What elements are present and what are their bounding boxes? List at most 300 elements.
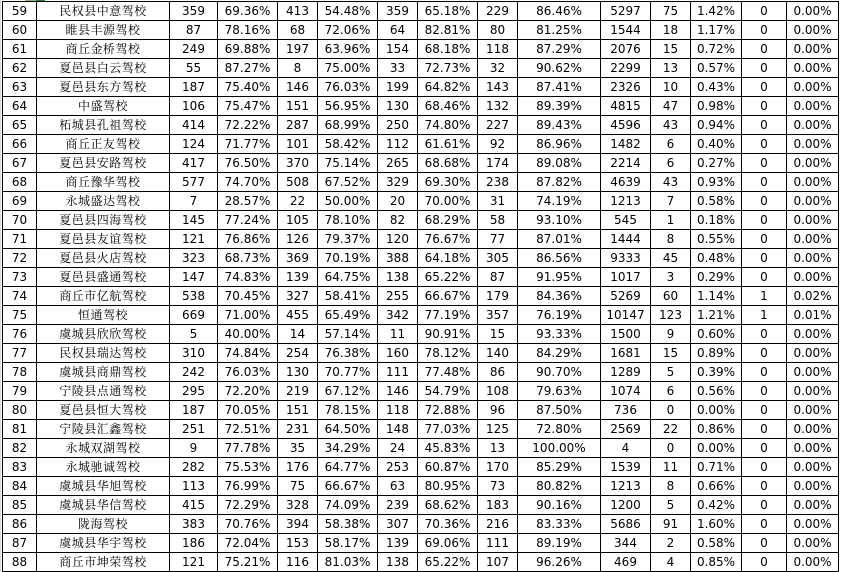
cell-value[interactable]: 86 [478,363,518,382]
cell-value[interactable]: 176 [278,458,318,477]
cell-school-name[interactable]: 夏邑县白云驾校 [37,59,170,78]
cell-value[interactable]: 9333 [601,249,651,268]
cell-value[interactable]: 0 [651,401,691,420]
cell-value[interactable]: 87 [478,268,518,287]
cell-value[interactable]: 72.20% [218,382,278,401]
cell-value[interactable]: 1539 [601,458,651,477]
cell-value[interactable]: 75.21% [218,553,278,572]
cell-value[interactable]: 66.67% [418,287,478,306]
cell-value[interactable]: 64 [378,21,418,40]
cell-value[interactable]: 75 [278,477,318,496]
cell-value[interactable]: 577 [170,173,218,192]
cell-value[interactable]: 91.95% [518,268,601,287]
cell-value[interactable]: 0.72% [691,40,742,59]
cell-value[interactable]: 0 [742,401,787,420]
row-header[interactable]: 78 [3,363,37,382]
row-header[interactable]: 82 [3,439,37,458]
cell-value[interactable]: 72.73% [418,59,478,78]
cell-value[interactable]: 2299 [601,59,651,78]
cell-value[interactable]: 357 [478,306,518,325]
cell-value[interactable]: 255 [378,287,418,306]
cell-value[interactable]: 79.37% [318,230,378,249]
cell-value[interactable]: 0.43% [691,78,742,97]
cell-value[interactable]: 146 [378,382,418,401]
cell-value[interactable]: 130 [278,363,318,382]
cell-value[interactable]: 70.45% [218,287,278,306]
cell-value[interactable]: 229 [478,2,518,21]
cell-value[interactable]: 72.04% [218,534,278,553]
cell-value[interactable]: 0.00% [787,363,839,382]
cell-value[interactable]: 0 [742,135,787,154]
cell-value[interactable]: 68.73% [218,249,278,268]
cell-value[interactable]: 69.88% [218,40,278,59]
cell-value[interactable]: 0.18% [691,211,742,230]
cell-value[interactable]: 87.82% [518,173,601,192]
cell-value[interactable]: 124 [170,135,218,154]
cell-value[interactable]: 0 [742,496,787,515]
cell-value[interactable]: 7 [651,192,691,211]
cell-value[interactable]: 153 [278,534,318,553]
cell-value[interactable]: 43 [651,116,691,135]
row-header[interactable]: 77 [3,344,37,363]
cell-school-name[interactable]: 夏邑县友谊驾校 [37,230,170,249]
cell-value[interactable]: 5686 [601,515,651,534]
cell-value[interactable]: 1 [742,287,787,306]
cell-value[interactable]: 0 [742,211,787,230]
cell-value[interactable]: 76.86% [218,230,278,249]
cell-value[interactable]: 107 [478,553,518,572]
cell-value[interactable]: 305 [478,249,518,268]
cell-value[interactable]: 125 [478,420,518,439]
cell-value[interactable]: 90.16% [518,496,601,515]
row-header[interactable]: 86 [3,515,37,534]
row-header[interactable]: 81 [3,420,37,439]
cell-value[interactable]: 65.22% [418,268,478,287]
cell-value[interactable]: 0.00% [691,401,742,420]
row-header[interactable]: 59 [3,2,37,21]
cell-value[interactable]: 113 [170,477,218,496]
cell-value[interactable]: 54.48% [318,2,378,21]
cell-value[interactable]: 74.84% [218,344,278,363]
cell-value[interactable]: 415 [170,496,218,515]
cell-value[interactable]: 199 [378,78,418,97]
cell-value[interactable]: 0 [742,230,787,249]
cell-school-name[interactable]: 柘城县孔祖驾校 [37,116,170,135]
cell-school-name[interactable]: 商丘金桥驾校 [37,40,170,59]
cell-value[interactable]: 295 [170,382,218,401]
cell-value[interactable]: 0 [742,553,787,572]
cell-value[interactable]: 0.94% [691,116,742,135]
row-header[interactable]: 62 [3,59,37,78]
cell-value[interactable]: 58.42% [318,135,378,154]
cell-school-name[interactable]: 商丘市坤荣驾校 [37,553,170,572]
cell-value[interactable]: 72.51% [218,420,278,439]
cell-value[interactable]: 90.62% [518,59,601,78]
cell-value[interactable]: 0 [742,439,787,458]
cell-value[interactable]: 90.91% [418,325,478,344]
cell-value[interactable]: 69.30% [418,173,478,192]
cell-value[interactable]: 254 [278,344,318,363]
cell-value[interactable]: 5297 [601,2,651,21]
cell-value[interactable]: 2214 [601,154,651,173]
cell-value[interactable]: 0 [742,192,787,211]
cell-value[interactable]: 69.06% [418,534,478,553]
cell-value[interactable]: 0.71% [691,458,742,477]
cell-value[interactable]: 0.00% [787,2,839,21]
cell-value[interactable]: 68.62% [418,496,478,515]
cell-value[interactable]: 4815 [601,97,651,116]
cell-value[interactable]: 70.36% [418,515,478,534]
cell-value[interactable]: 197 [278,40,318,59]
cell-value[interactable]: 60.87% [418,458,478,477]
cell-value[interactable]: 93.10% [518,211,601,230]
cell-value[interactable]: 13 [651,59,691,78]
cell-value[interactable]: 239 [378,496,418,515]
cell-value[interactable]: 1681 [601,344,651,363]
cell-value[interactable]: 1.42% [691,2,742,21]
cell-value[interactable]: 0.00% [787,97,839,116]
cell-value[interactable]: 151 [278,97,318,116]
cell-value[interactable]: 76.19% [518,306,601,325]
cell-value[interactable]: 78.16% [218,21,278,40]
cell-value[interactable]: 77.48% [418,363,478,382]
cell-value[interactable]: 310 [170,344,218,363]
cell-value[interactable]: 81.25% [518,21,601,40]
cell-value[interactable]: 179 [478,287,518,306]
cell-value[interactable]: 669 [170,306,218,325]
cell-value[interactable]: 1.17% [691,21,742,40]
cell-value[interactable]: 0.86% [691,420,742,439]
row-header[interactable]: 61 [3,40,37,59]
cell-value[interactable]: 8 [278,59,318,78]
cell-value[interactable]: 146 [278,78,318,97]
cell-value[interactable]: 4596 [601,116,651,135]
cell-value[interactable]: 57.14% [318,325,378,344]
cell-value[interactable]: 68.68% [418,154,478,173]
cell-value[interactable]: 0 [742,40,787,59]
cell-value[interactable]: 28.57% [218,192,278,211]
cell-value[interactable]: 70.19% [318,249,378,268]
row-header[interactable]: 64 [3,97,37,116]
cell-value[interactable]: 1482 [601,135,651,154]
cell-value[interactable]: 75.00% [318,59,378,78]
cell-value[interactable]: 0 [742,534,787,553]
cell-value[interactable]: 80.95% [418,477,478,496]
cell-value[interactable]: 78.12% [418,344,478,363]
cell-school-name[interactable]: 宁陵县点通驾校 [37,382,170,401]
cell-value[interactable]: 0.00% [787,211,839,230]
cell-value[interactable]: 64.82% [418,78,478,97]
cell-school-name[interactable]: 民权县中意驾校 [37,2,170,21]
cell-value[interactable]: 383 [170,515,218,534]
cell-value[interactable]: 0.00% [787,173,839,192]
row-header[interactable]: 70 [3,211,37,230]
cell-value[interactable]: 14 [278,325,318,344]
cell-value[interactable]: 22 [278,192,318,211]
cell-value[interactable]: 1213 [601,477,651,496]
cell-value[interactable]: 87 [170,21,218,40]
cell-value[interactable]: 508 [278,173,318,192]
cell-value[interactable]: 0.42% [691,496,742,515]
cell-value[interactable]: 147 [170,268,218,287]
cell-school-name[interactable]: 夏邑县火店驾校 [37,249,170,268]
row-header[interactable]: 71 [3,230,37,249]
cell-value[interactable]: 0 [742,21,787,40]
cell-value[interactable]: 344 [601,534,651,553]
cell-value[interactable]: 45 [651,249,691,268]
cell-value[interactable]: 5 [651,363,691,382]
cell-value[interactable]: 58 [478,211,518,230]
cell-value[interactable]: 101 [278,135,318,154]
cell-school-name[interactable]: 永城驰诚驾校 [37,458,170,477]
cell-value[interactable]: 538 [170,287,218,306]
cell-value[interactable]: 75.47% [218,97,278,116]
cell-value[interactable]: 86.56% [518,249,601,268]
cell-value[interactable]: 2569 [601,420,651,439]
cell-value[interactable]: 6 [651,135,691,154]
cell-value[interactable]: 0.00% [787,40,839,59]
cell-value[interactable]: 120 [378,230,418,249]
cell-school-name[interactable]: 虞城县华旭驾校 [37,477,170,496]
cell-value[interactable]: 68.46% [418,97,478,116]
cell-value[interactable]: 0.00% [787,249,839,268]
cell-value[interactable]: 0.00% [787,382,839,401]
row-header[interactable]: 87 [3,534,37,553]
cell-value[interactable]: 0.39% [691,363,742,382]
row-header[interactable]: 69 [3,192,37,211]
cell-value[interactable]: 0 [742,420,787,439]
cell-value[interactable]: 1 [742,306,787,325]
cell-value[interactable]: 0 [742,382,787,401]
cell-value[interactable]: 6 [651,382,691,401]
cell-value[interactable]: 91 [651,515,691,534]
cell-value[interactable]: 86.46% [518,2,601,21]
cell-value[interactable]: 87.41% [518,78,601,97]
cell-value[interactable]: 74.70% [218,173,278,192]
cell-value[interactable]: 50.00% [318,192,378,211]
cell-value[interactable]: 74.80% [418,116,478,135]
cell-value[interactable]: 64.50% [318,420,378,439]
cell-value[interactable]: 231 [278,420,318,439]
cell-school-name[interactable]: 永城双湖驾校 [37,439,170,458]
cell-value[interactable]: 1074 [601,382,651,401]
cell-value[interactable]: 1500 [601,325,651,344]
cell-value[interactable]: 77.24% [218,211,278,230]
cell-value[interactable]: 45.83% [418,439,478,458]
cell-value[interactable]: 143 [478,78,518,97]
cell-value[interactable]: 0.85% [691,553,742,572]
cell-value[interactable]: 34.29% [318,439,378,458]
cell-school-name[interactable]: 恒通驾校 [37,306,170,325]
cell-value[interactable]: 80 [478,21,518,40]
cell-value[interactable]: 139 [378,534,418,553]
cell-value[interactable]: 359 [170,2,218,21]
cell-value[interactable]: 76.03% [218,363,278,382]
cell-value[interactable]: 8 [651,477,691,496]
cell-value[interactable]: 1.60% [691,515,742,534]
cell-value[interactable]: 112 [378,135,418,154]
cell-value[interactable]: 76.38% [318,344,378,363]
cell-school-name[interactable]: 商丘市亿航驾校 [37,287,170,306]
cell-value[interactable]: 89.19% [518,534,601,553]
cell-value[interactable]: 65.22% [418,553,478,572]
cell-value[interactable]: 72.22% [218,116,278,135]
cell-value[interactable]: 250 [378,116,418,135]
row-header[interactable]: 74 [3,287,37,306]
cell-value[interactable]: 0.57% [691,59,742,78]
cell-value[interactable]: 111 [478,534,518,553]
cell-value[interactable]: 0.00% [787,325,839,344]
cell-value[interactable]: 58.41% [318,287,378,306]
row-header[interactable]: 67 [3,154,37,173]
row-header[interactable]: 68 [3,173,37,192]
cell-school-name[interactable]: 商丘正友驾校 [37,135,170,154]
cell-school-name[interactable]: 宁陵县汇鑫驾校 [37,420,170,439]
cell-school-name[interactable]: 夏邑县东方驾校 [37,78,170,97]
cell-value[interactable]: 75.14% [318,154,378,173]
cell-value[interactable]: 160 [378,344,418,363]
cell-value[interactable]: 1544 [601,21,651,40]
cell-school-name[interactable]: 睢县丰源驾校 [37,21,170,40]
cell-value[interactable]: 84.36% [518,287,601,306]
cell-value[interactable]: 1213 [601,192,651,211]
cell-value[interactable]: 0.00% [787,192,839,211]
cell-value[interactable]: 455 [278,306,318,325]
cell-school-name[interactable]: 虞城县华宇驾校 [37,534,170,553]
cell-value[interactable]: 87.27% [218,59,278,78]
cell-value[interactable]: 71.77% [218,135,278,154]
cell-value[interactable]: 65.49% [318,306,378,325]
cell-value[interactable]: 20 [378,192,418,211]
cell-value[interactable]: 78.10% [318,211,378,230]
cell-value[interactable]: 35 [278,439,318,458]
row-header[interactable]: 83 [3,458,37,477]
cell-value[interactable]: 71.00% [218,306,278,325]
cell-value[interactable]: 65.18% [418,2,478,21]
cell-value[interactable]: 139 [278,268,318,287]
cell-value[interactable]: 89.39% [518,97,601,116]
cell-value[interactable]: 545 [601,211,651,230]
cell-value[interactable]: 736 [601,401,651,420]
cell-value[interactable]: 123 [651,306,691,325]
cell-value[interactable]: 116 [278,553,318,572]
cell-value[interactable]: 0 [742,268,787,287]
cell-value[interactable]: 81.03% [318,553,378,572]
cell-value[interactable]: 0.00% [787,344,839,363]
cell-value[interactable]: 15 [651,40,691,59]
cell-value[interactable]: 138 [378,553,418,572]
cell-value[interactable]: 58.38% [318,515,378,534]
cell-value[interactable]: 2326 [601,78,651,97]
cell-value[interactable]: 138 [378,268,418,287]
cell-school-name[interactable]: 虞城县商鼎驾校 [37,363,170,382]
row-header[interactable]: 76 [3,325,37,344]
cell-value[interactable]: 60 [651,287,691,306]
cell-value[interactable]: 68 [278,21,318,40]
cell-value[interactable]: 5269 [601,287,651,306]
cell-value[interactable]: 86.96% [518,135,601,154]
cell-value[interactable]: 0 [742,249,787,268]
cell-school-name[interactable]: 夏邑县盛通驾校 [37,268,170,287]
cell-value[interactable]: 105 [278,211,318,230]
cell-value[interactable]: 68.99% [318,116,378,135]
cell-value[interactable]: 74.19% [518,192,601,211]
cell-value[interactable]: 174 [478,154,518,173]
cell-value[interactable]: 0 [742,97,787,116]
cell-value[interactable]: 84.29% [518,344,601,363]
cell-value[interactable]: 70.77% [318,363,378,382]
row-header[interactable]: 66 [3,135,37,154]
cell-value[interactable]: 22 [651,420,691,439]
cell-value[interactable]: 0.93% [691,173,742,192]
cell-school-name[interactable]: 夏邑县恒大驾校 [37,401,170,420]
cell-value[interactable]: 13 [478,439,518,458]
cell-value[interactable]: 0.58% [691,192,742,211]
cell-value[interactable]: 90.70% [518,363,601,382]
cell-value[interactable]: 9 [170,439,218,458]
cell-value[interactable]: 15 [651,344,691,363]
cell-value[interactable]: 87.29% [518,40,601,59]
cell-value[interactable]: 0.00% [787,268,839,287]
cell-value[interactable]: 216 [478,515,518,534]
cell-school-name[interactable]: 商丘豫华驾校 [37,173,170,192]
cell-value[interactable]: 0.01% [787,306,839,325]
cell-value[interactable]: 183 [478,496,518,515]
cell-value[interactable]: 238 [478,173,518,192]
cell-value[interactable]: 170 [478,458,518,477]
cell-value[interactable]: 96.26% [518,553,601,572]
cell-value[interactable]: 307 [378,515,418,534]
cell-value[interactable]: 18 [651,21,691,40]
cell-value[interactable]: 82 [378,211,418,230]
cell-value[interactable]: 77.19% [418,306,478,325]
cell-value[interactable]: 76.50% [218,154,278,173]
cell-value[interactable]: 227 [478,116,518,135]
cell-value[interactable]: 54.79% [418,382,478,401]
cell-value[interactable]: 87.50% [518,401,601,420]
cell-value[interactable]: 0 [742,154,787,173]
cell-school-name[interactable]: 永城盛达驾校 [37,192,170,211]
cell-value[interactable]: 0.00% [787,553,839,572]
cell-value[interactable]: 72.88% [418,401,478,420]
cell-value[interactable]: 118 [378,401,418,420]
cell-value[interactable]: 249 [170,40,218,59]
cell-value[interactable]: 0.00% [787,135,839,154]
cell-value[interactable]: 282 [170,458,218,477]
cell-value[interactable]: 1.14% [691,287,742,306]
cell-value[interactable]: 0.66% [691,477,742,496]
cell-value[interactable]: 0.40% [691,135,742,154]
row-header[interactable]: 73 [3,268,37,287]
cell-value[interactable]: 329 [378,173,418,192]
cell-value[interactable]: 75.40% [218,78,278,97]
cell-value[interactable]: 0 [742,363,787,382]
cell-value[interactable]: 69.36% [218,2,278,21]
cell-value[interactable]: 0 [742,515,787,534]
cell-value[interactable]: 1 [651,211,691,230]
cell-value[interactable]: 4639 [601,173,651,192]
cell-value[interactable]: 72.06% [318,21,378,40]
cell-value[interactable]: 66.67% [318,477,378,496]
cell-value[interactable]: 121 [170,553,218,572]
cell-value[interactable]: 342 [378,306,418,325]
cell-value[interactable]: 64.75% [318,268,378,287]
cell-value[interactable]: 394 [278,515,318,534]
cell-value[interactable]: 0.00% [787,496,839,515]
cell-value[interactable]: 388 [378,249,418,268]
cell-value[interactable]: 43 [651,173,691,192]
cell-value[interactable]: 251 [170,420,218,439]
